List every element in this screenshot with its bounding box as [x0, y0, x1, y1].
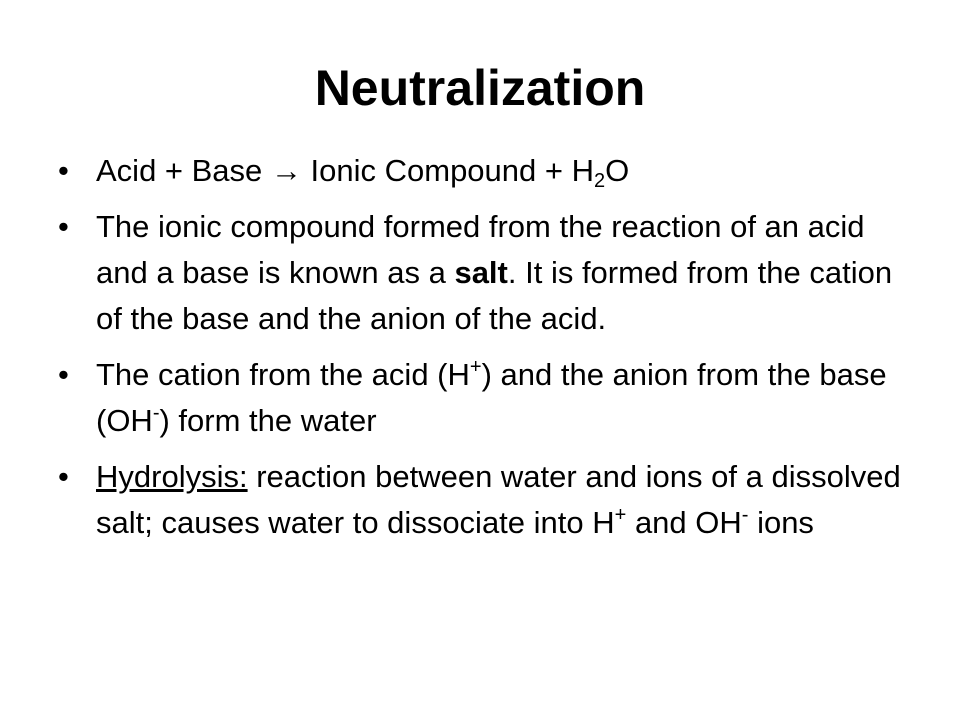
subscript: 2 — [593, 170, 606, 192]
water-text-1: The cation from the acid (H — [96, 357, 470, 392]
hydrolysis-definition: reaction between water and ions of a dissolved salt; causes water to dissociate into H — [96, 459, 901, 540]
bullet-item-equation — [58, 148, 908, 194]
bullet-icon: • — [58, 209, 69, 244]
salt-text-after: . It is formed from the cation of the base and the anion of the acid. — [96, 255, 893, 336]
bullet-item-hydrolysis — [58, 454, 908, 546]
slide-title: Neutralization — [314, 60, 646, 116]
superscript-plus: + — [614, 504, 627, 526]
salt-text-before: The ionic compound formed from the reaction of an acid and a base is known as a — [96, 209, 865, 290]
bullet-item-salt — [58, 204, 908, 342]
water-text-2: ) and the anion from the base (OH — [96, 357, 887, 438]
hydrolysis-term: Hydrolysis: — [96, 459, 248, 494]
superscript-minus: - — [152, 402, 160, 424]
equation-products: Ionic Compound + H — [301, 153, 594, 188]
bullet-list — [58, 148, 908, 556]
arrow-icon: → — [270, 153, 302, 188]
bullet-icon: • — [58, 357, 69, 392]
superscript-minus: - — [741, 504, 749, 526]
equation-tail: O — [605, 153, 630, 188]
salt-term: salt — [454, 255, 508, 290]
hydrolysis-end: ions — [748, 505, 814, 540]
bullet-item-water — [58, 352, 908, 444]
bullet-icon: • — [58, 459, 69, 494]
bullet-icon: • — [58, 153, 69, 188]
superscript-plus: + — [469, 356, 482, 378]
water-text-3: ) form the water — [159, 403, 377, 438]
equation-reactants: Acid + Base — [96, 153, 271, 188]
hydrolysis-mid: and OH — [626, 505, 742, 540]
